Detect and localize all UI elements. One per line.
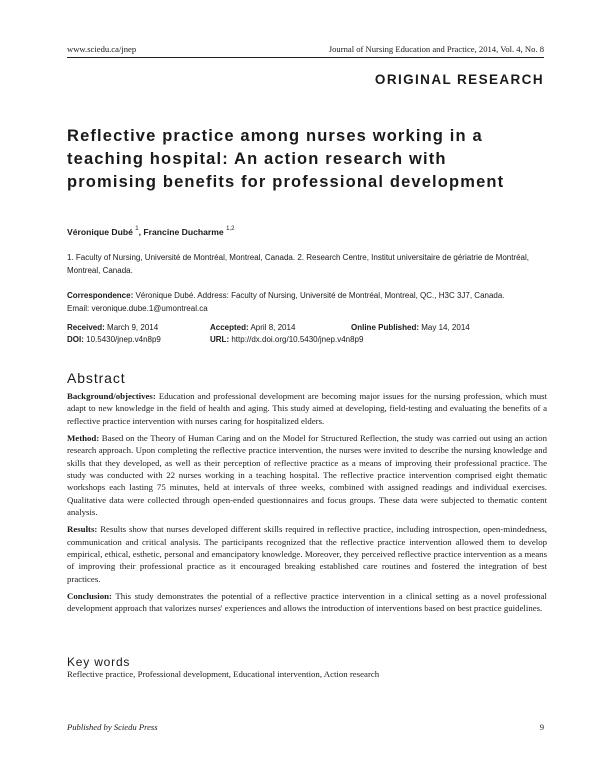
paragraph-label: Conclusion:: [67, 590, 112, 601]
doi: [67, 334, 161, 346]
abstract-heading: Abstract: [67, 370, 126, 386]
received-date: [67, 322, 158, 334]
abstract-body: [67, 390, 547, 619]
paragraph-text: This study demonstrates the potential of a reflective practice intervention in a clinical setting as a novel professional development approach that valorizes nurses' experiences and allows the introduction of interventions based on best practice guidelines.: [67, 590, 547, 614]
article-url: [210, 334, 363, 346]
affiliations: 1. Faculty of Nursing, Université de Montréal, Montreal, Canada. 2. Research Centre, Institut universitaire de gériatrie de Montréal, Montreal, Canada.: [67, 253, 529, 275]
abstract-results: [67, 523, 547, 585]
abstract-conclusion: [67, 590, 547, 615]
accepted-label: Accepted:: [210, 323, 249, 332]
publisher-footer: Published by Sciedu Press: [67, 722, 158, 732]
author-affiliation-mark: 1,2: [226, 226, 235, 233]
url-link[interactable]: http://dx.doi.org/10.5430/jnep.v4n8p9: [231, 335, 364, 344]
article-metadata: [67, 322, 547, 346]
author-list: [67, 227, 234, 237]
paragraph-text: Education and professional development are becoming major issues for the nursing profession, which must adapt to new knowledge in the field of health and aging. This study aimed at developing, field-testing and evaluating the benefits of a reflective practice intervention with nurses caring for hospitalized elders.: [67, 391, 547, 426]
abstract-background: [67, 390, 547, 427]
paragraph-label: Method:: [67, 432, 100, 443]
paragraph-text: Based on the Theory of Human Caring and on the Model for Structured Reflection, the study was carried out using an action research approach. Upon completing the reflective practice intervention, the nurses were invited to describe the nursing knowledge and skills that they developed, as well as their perception of reflective practice as a means of improving their professional practice. The study was conducted with 22 nurses working in a teaching hospital. The reflective practice intervention comprised eight thematic workshops each lasting 75 minutes, held at intervals of three weeks, combined with assigned readings and individual exercises. Qualitative data were collected through open-ended questionnaires and focus groups. These data were subjected to thematic content analysis.: [67, 432, 547, 518]
doi-label: DOI:: [67, 335, 84, 344]
received-label: Received:: [67, 323, 105, 332]
author-name: Véronique Dubé: [67, 227, 133, 237]
author-affiliation-mark: 1: [135, 226, 139, 233]
identifiers-row: [67, 334, 547, 346]
journal-citation: Journal of Nursing Education and Practice, 2014, Vol. 4, No. 8: [328, 44, 544, 54]
published-label: Online Published:: [351, 323, 420, 332]
correspondence-email[interactable]: Email: veronique.dube.1@umontreal.ca: [67, 304, 208, 313]
url-label: URL:: [210, 335, 230, 344]
accepted-value: April 8, 2014: [250, 323, 296, 332]
keywords-text: Reflective practice, Professional development, Educational intervention, Action research: [67, 669, 380, 679]
published-value: May 14, 2014: [421, 323, 470, 332]
accepted-date: [210, 322, 295, 334]
paragraph-text: Results show that nurses developed different skills required in reflective practice, including introspection, open-mindedness, communication and critical analysis. The participants recognized that the reflective practice intervention allowed them to develop empirical, ethical, esthetic, personal and emancipatory knowledge. Moreover, they perceived reflective practice intervention as a means of improving their professional practice as it encouraged breaking established care routines and fostered the integration of best practices.: [67, 524, 547, 584]
correspondence-label: Correspondence:: [67, 291, 134, 300]
author-name: Francine Ducharme: [143, 227, 224, 237]
paragraph-label: Results:: [67, 524, 98, 535]
dates-row: [67, 322, 547, 334]
abstract-method: [67, 432, 547, 519]
header-divider: [67, 57, 544, 58]
section-label: ORIGINAL RESEARCH: [374, 72, 544, 87]
author-separator: ,: [138, 227, 142, 237]
received-value: March 9, 2014: [107, 323, 159, 332]
journal-url[interactable]: www.sciedu.ca/jnep: [67, 44, 137, 54]
correspondence: [67, 289, 547, 315]
page-number: 9: [539, 722, 544, 732]
paragraph-label: Background/objectives:: [67, 391, 156, 401]
correspondence-address: Véronique Dubé. Address: Faculty of Nursing, Université de Montréal, Montreal, QC., H3C 3J7, Canada.: [135, 291, 505, 300]
keywords-heading: Key words: [67, 655, 131, 669]
article-title: Reflective practice among nurses working in a teaching hospital: An action research with promising benefits for professional development: [67, 127, 505, 191]
published-date: [351, 322, 470, 334]
doi-value[interactable]: 10.5430/jnep.v4n8p9: [86, 335, 161, 344]
